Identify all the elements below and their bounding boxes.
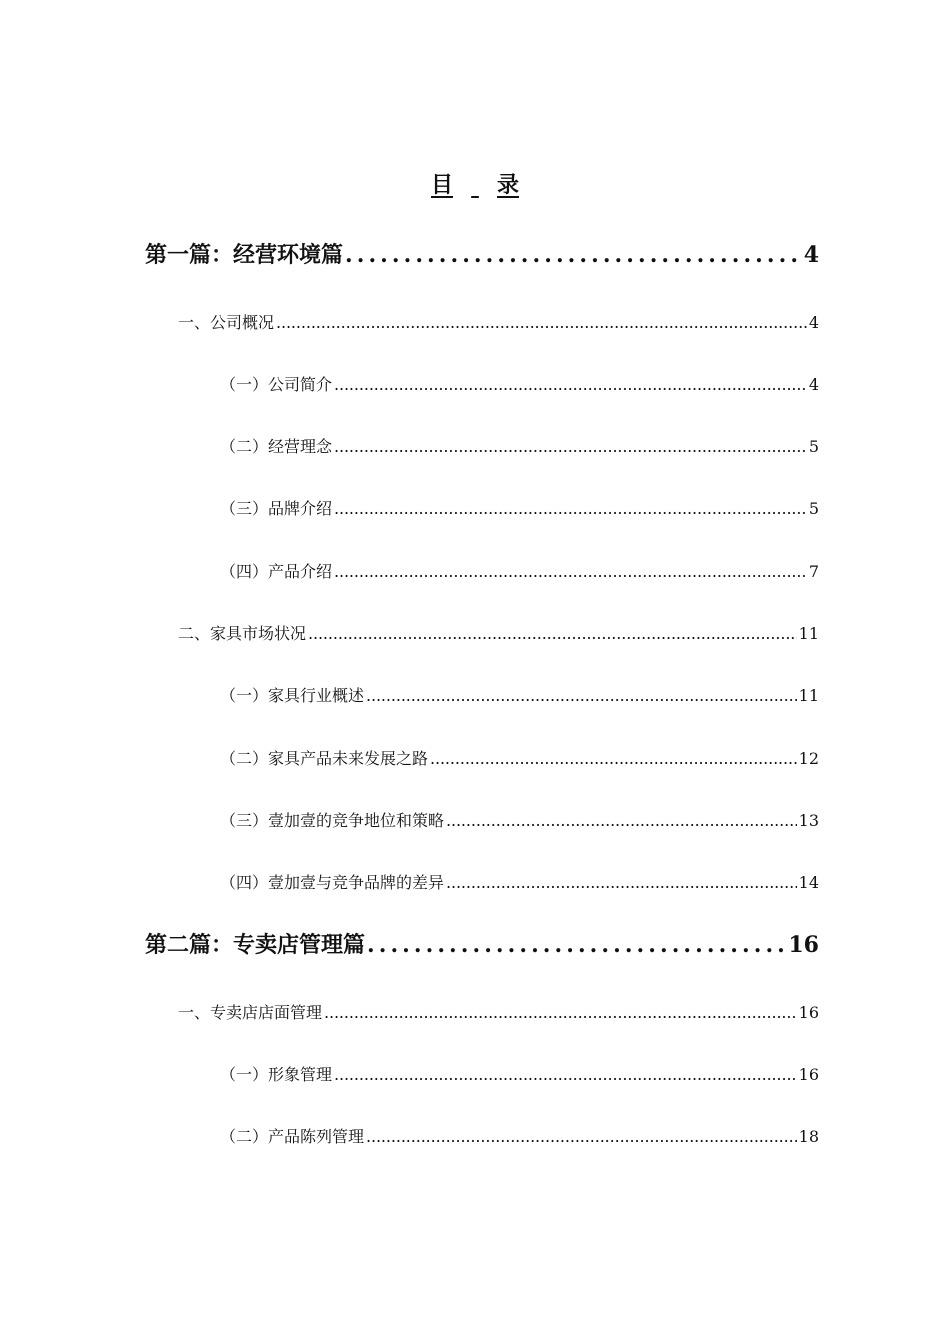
toc-entry-page: 11	[798, 686, 819, 705]
toc-entry-page: 5	[808, 437, 819, 456]
toc-entry-label: （二）家具产品未来发展之路	[220, 749, 429, 768]
toc-entry-page: 16	[798, 1065, 819, 1084]
toc-entry-subsection[interactable]	[220, 808, 819, 831]
toc-entry-part-1[interactable]	[145, 238, 819, 269]
toc-entry-page: 5	[808, 499, 819, 518]
toc-entry-label: （四）壹加壹与竞争品牌的差异	[220, 873, 445, 892]
toc-entry-label: 一、专卖店店面管理	[178, 1003, 323, 1022]
toc-title-char-2: 录	[497, 172, 520, 198]
toc-entry-label: （二）产品陈列管理	[220, 1127, 365, 1146]
toc-entry-label: 二、家具市场状况	[178, 624, 307, 643]
toc-entry-section-1[interactable]	[178, 1000, 819, 1023]
toc-entry-page: 12	[798, 749, 819, 768]
toc-entry-page: 4	[808, 313, 819, 332]
toc-entry-page: 16	[788, 932, 819, 958]
toc-entry-subsection[interactable]	[220, 870, 819, 893]
toc-entry-label: （一）形象管理	[220, 1065, 333, 1084]
toc-entry-section-1[interactable]	[178, 310, 819, 333]
toc-entry-label: 第二篇：专卖店管理篇	[145, 932, 366, 958]
toc-entry-subsection[interactable]	[220, 1124, 819, 1147]
toc-leader	[276, 313, 807, 332]
toc-title-char-1: 目	[430, 172, 453, 198]
toc-entry-page: 14	[798, 873, 819, 892]
toc-leader	[334, 437, 807, 456]
toc-entry-subsection[interactable]	[220, 434, 819, 457]
toc-leader	[366, 1127, 797, 1146]
toc-leader	[334, 562, 807, 581]
toc-entry-label: （一）家具行业概述	[220, 686, 365, 705]
toc-leader	[367, 932, 786, 958]
toc-leader	[308, 624, 797, 643]
toc-entry-label: 一、公司概况	[178, 313, 275, 332]
toc-entry-section-2[interactable]	[178, 621, 819, 644]
toc-leader	[324, 1003, 797, 1022]
toc-entry-page: 4	[808, 375, 819, 394]
toc-entry-label: （三）壹加壹的竞争地位和策略	[220, 811, 445, 830]
toc-leader	[430, 749, 797, 768]
toc-entry-page: 18	[798, 1127, 819, 1146]
toc-entry-page: 7	[808, 562, 819, 581]
toc-entry-subsection[interactable]	[220, 683, 819, 706]
toc-leader	[334, 499, 807, 518]
toc-entry-page: 16	[798, 1003, 819, 1022]
toc-leader	[345, 242, 802, 268]
toc-entry-label: （二）经营理念	[220, 437, 333, 456]
toc-entry-part-2[interactable]	[145, 928, 819, 959]
toc-entry-page: 11	[798, 624, 819, 643]
toc-leader	[334, 375, 807, 394]
toc-entry-page: 4	[803, 242, 819, 268]
toc-entry-subsection[interactable]	[220, 746, 819, 769]
toc-leader	[334, 1065, 797, 1084]
toc-entry-subsection[interactable]	[220, 372, 819, 395]
toc-title	[0, 168, 950, 199]
toc-entry-label: （四）产品介绍	[220, 562, 333, 581]
toc-entry-subsection[interactable]	[220, 496, 819, 519]
toc-leader	[446, 873, 797, 892]
toc-entry-label: （三）品牌介绍	[220, 499, 333, 518]
toc-entry-subsection[interactable]	[220, 1062, 819, 1085]
toc-leader	[366, 686, 797, 705]
toc-entry-page: 13	[798, 811, 819, 830]
toc-leader	[446, 811, 797, 830]
toc-entry-label: （一）公司简介	[220, 375, 333, 394]
toc-entry-label: 第一篇：经营环境篇	[145, 242, 344, 268]
toc-entry-subsection[interactable]	[220, 559, 819, 582]
